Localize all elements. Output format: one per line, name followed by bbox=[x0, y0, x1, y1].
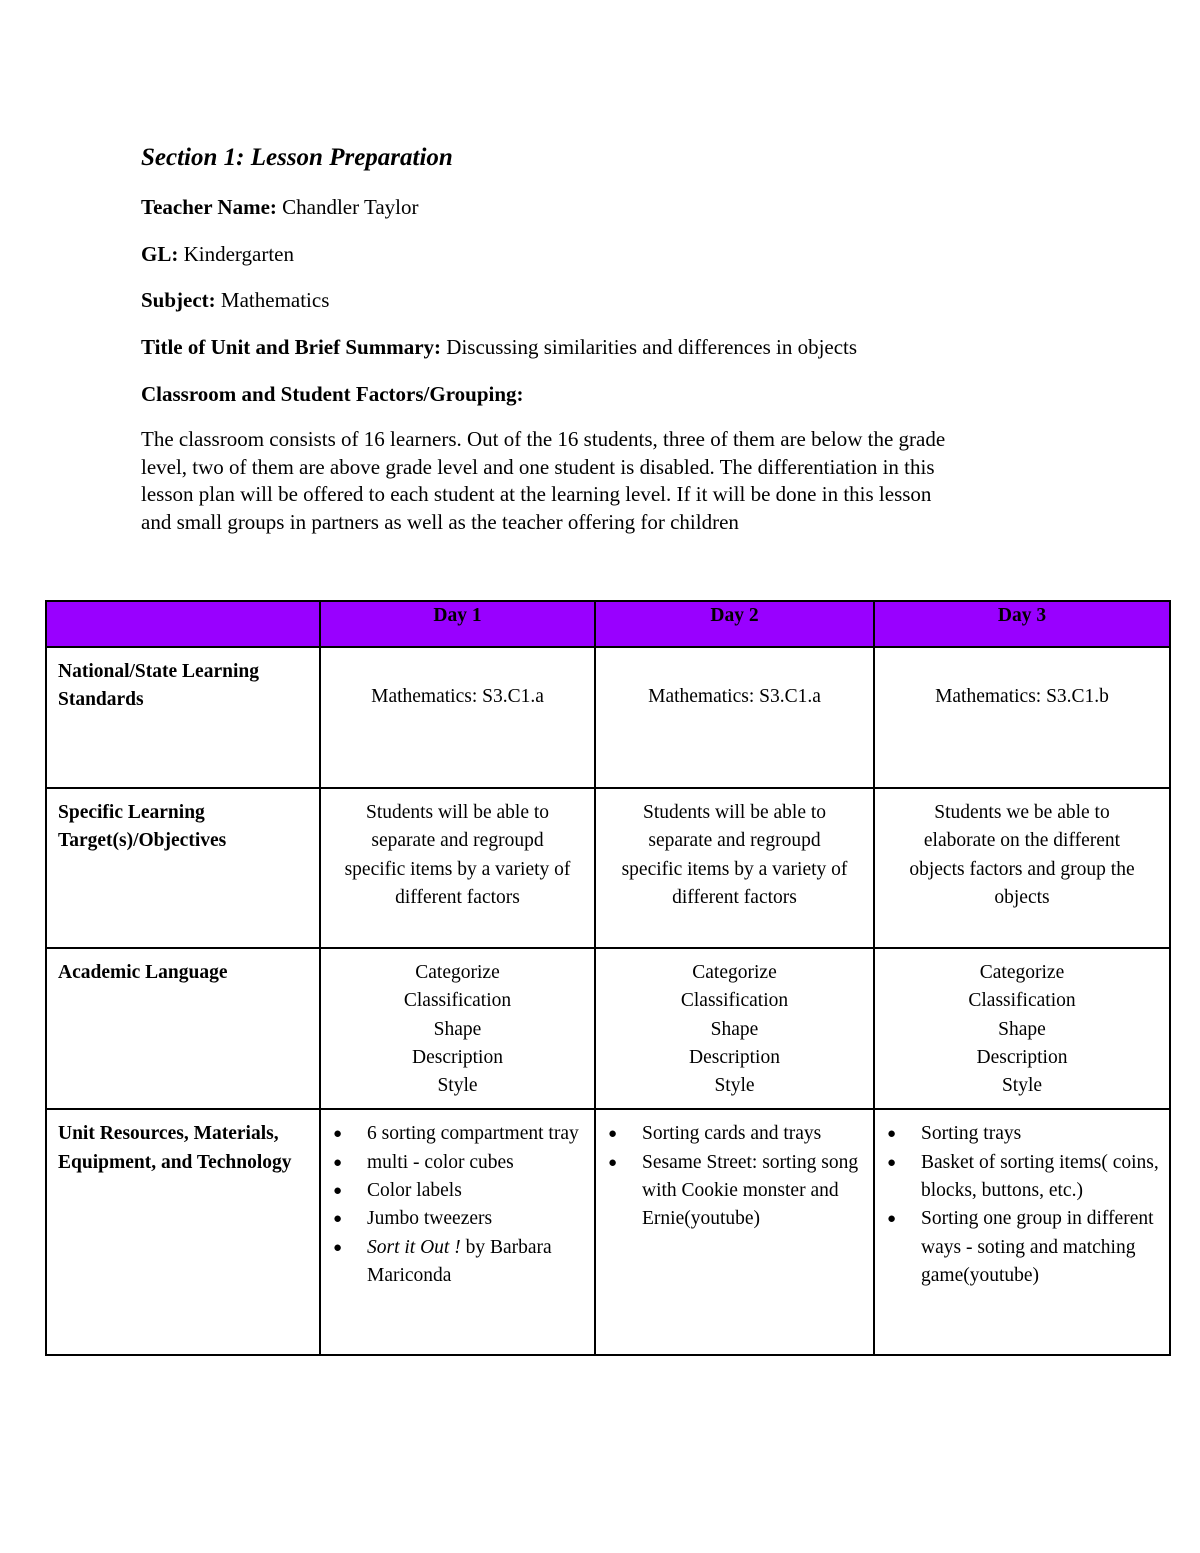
objective-line: Students will be able to bbox=[365, 802, 550, 823]
paragraph-line: level, two of them are above grade level and one student is disabled. The differentiation in this bbox=[141, 454, 935, 479]
list-item bbox=[331, 1234, 584, 1291]
language-day-2 bbox=[595, 948, 874, 1109]
resource-list bbox=[331, 1120, 584, 1290]
grade-level-label: GL: bbox=[141, 242, 179, 266]
list-item bbox=[885, 1205, 1159, 1290]
resources-day-3 bbox=[874, 1109, 1170, 1355]
term: Shape bbox=[433, 1018, 482, 1040]
list-item bbox=[331, 1149, 584, 1177]
standards-day-3: Mathematics: S3.C1.b bbox=[874, 647, 1170, 788]
term: Style bbox=[437, 1075, 478, 1097]
table-header-row bbox=[46, 601, 1170, 647]
row-label-standards: National/State Learning Standards bbox=[46, 647, 320, 788]
teacher-name-value: Chandler Taylor bbox=[282, 195, 419, 219]
objective-line: objects factors and group the bbox=[909, 858, 1135, 880]
paragraph-line: lesson plan will be offered to each student at the learning level. If it will be done in this lesson bbox=[141, 482, 932, 506]
objective-line: elaborate on the different bbox=[923, 830, 1121, 852]
bullet-icon: ● bbox=[333, 1183, 343, 1200]
resource-text: Sorting one group in different ways - soting and matching game(youtube) bbox=[921, 1208, 1154, 1286]
bullet-icon: ● bbox=[333, 1126, 343, 1143]
unit-title-value: Discussing similarities and differences in objects bbox=[446, 335, 858, 359]
objective-line: specific items by a variety of bbox=[344, 858, 571, 880]
language-day-3 bbox=[874, 948, 1170, 1109]
lesson-plan-table bbox=[45, 600, 1171, 1356]
objectives-day-1 bbox=[320, 788, 595, 948]
teacher-name-label: Teacher Name: bbox=[141, 195, 277, 219]
table-row-objectives bbox=[46, 788, 1170, 948]
resource-text: Sesame Street: sorting song with Cookie monster and Ernie(youtube) bbox=[642, 1151, 859, 1230]
term: Description bbox=[412, 1046, 503, 1068]
term: Description bbox=[689, 1046, 780, 1068]
term: Shape bbox=[998, 1018, 1046, 1040]
resource-list bbox=[885, 1120, 1159, 1290]
header-cell-day-1: Day 1 bbox=[320, 601, 595, 647]
term: Style bbox=[1001, 1075, 1043, 1097]
subject-value: Mathematics bbox=[220, 288, 330, 312]
bullet-icon: ● bbox=[887, 1211, 897, 1228]
objective-line: separate and regroupd bbox=[648, 830, 821, 852]
bullet-icon: ● bbox=[608, 1154, 618, 1171]
term: Shape bbox=[710, 1018, 759, 1040]
objectives-day-2 bbox=[595, 788, 874, 948]
bullet-icon: ● bbox=[333, 1211, 343, 1228]
classroom-heading-label: Classroom and Student Factors/Grouping: bbox=[141, 382, 524, 406]
term: Style bbox=[714, 1075, 755, 1097]
resource-text: Sorting trays bbox=[921, 1123, 1022, 1145]
term: Classification bbox=[968, 990, 1076, 1012]
objective-line: different factors bbox=[395, 886, 520, 908]
subject-field bbox=[141, 286, 329, 314]
list-item bbox=[331, 1120, 584, 1148]
objectives-day-3 bbox=[874, 788, 1170, 948]
list-item bbox=[885, 1120, 1159, 1148]
standards-day-1: Mathematics: S3.C1.a bbox=[320, 647, 595, 788]
bullet-icon: ● bbox=[887, 1126, 897, 1143]
standards-day-2: Mathematics: S3.C1.a bbox=[595, 647, 874, 788]
book-author: by Barbara Mariconda bbox=[367, 1236, 552, 1286]
objective-line: specific items by a variety of bbox=[621, 858, 848, 880]
table-row-standards bbox=[46, 647, 1170, 788]
resource-text: multi - color cubes bbox=[367, 1151, 514, 1173]
unit-title-field bbox=[141, 333, 857, 361]
objective-line: objects bbox=[994, 886, 1050, 908]
term: Description bbox=[976, 1046, 1068, 1068]
resource-text: Sorting cards and trays bbox=[642, 1123, 822, 1145]
resource-text: Basket of sorting items( coins, blocks, buttons, etc.) bbox=[921, 1151, 1159, 1202]
header-cell-day-3: Day 3 bbox=[874, 601, 1170, 647]
term: Categorize bbox=[415, 962, 500, 983]
grade-level-value: Kindergarten bbox=[183, 242, 294, 266]
list-item bbox=[606, 1149, 863, 1234]
classroom-paragraph bbox=[141, 426, 1061, 536]
resource-text: 6 sorting compartment tray bbox=[367, 1123, 579, 1145]
row-label-resources: Unit Resources, Materials, Equipment, and Technology bbox=[46, 1109, 320, 1355]
bullet-icon: ● bbox=[333, 1154, 343, 1171]
term: Categorize bbox=[692, 962, 777, 983]
objective-line: Students we be able to bbox=[934, 802, 1110, 823]
row-label-objectives: Specific Learning Target(s)/Objectives bbox=[46, 788, 320, 948]
list-item bbox=[885, 1149, 1159, 1206]
table-row-resources bbox=[46, 1109, 1170, 1355]
book-title: Sort it Out ! bbox=[367, 1236, 461, 1258]
bullet-icon: ● bbox=[333, 1239, 343, 1256]
subject-label: Subject: bbox=[141, 288, 216, 312]
table-row-language bbox=[46, 948, 1170, 1109]
resource-text: Color labels bbox=[367, 1180, 462, 1202]
term: Categorize bbox=[979, 962, 1065, 983]
term: Classification bbox=[403, 990, 512, 1012]
row-label-language: Academic Language bbox=[46, 948, 320, 1109]
header-cell-day-2: Day 2 bbox=[595, 601, 874, 647]
language-day-1 bbox=[320, 948, 595, 1109]
list-item bbox=[331, 1205, 584, 1233]
bullet-icon: ● bbox=[887, 1154, 897, 1171]
classroom-heading bbox=[141, 380, 524, 408]
list-item bbox=[606, 1120, 863, 1148]
teacher-name-field bbox=[141, 193, 419, 221]
objective-line: different factors bbox=[672, 886, 797, 908]
header-cell-empty bbox=[46, 601, 320, 647]
resources-day-1 bbox=[320, 1109, 595, 1355]
resource-list bbox=[606, 1120, 863, 1233]
objective-line: separate and regroupd bbox=[371, 830, 544, 852]
resources-day-2 bbox=[595, 1109, 874, 1355]
section-title: Section 1: Lesson Preparation bbox=[141, 144, 453, 171]
resource-text: Jumbo tweezers bbox=[367, 1208, 493, 1230]
objective-line: Students will be able to bbox=[642, 802, 827, 823]
paragraph-line: The classroom consists of 16 learners. Out of the 16 students, three of them are below the grade bbox=[141, 427, 946, 451]
grade-level-field bbox=[141, 240, 294, 268]
list-item bbox=[331, 1177, 584, 1205]
paragraph-line: and small groups in partners as well as the teacher offering for children bbox=[141, 509, 739, 534]
term: Classification bbox=[680, 990, 789, 1012]
unit-title-label: Title of Unit and Brief Summary: bbox=[141, 335, 442, 359]
bullet-icon: ● bbox=[608, 1126, 618, 1143]
